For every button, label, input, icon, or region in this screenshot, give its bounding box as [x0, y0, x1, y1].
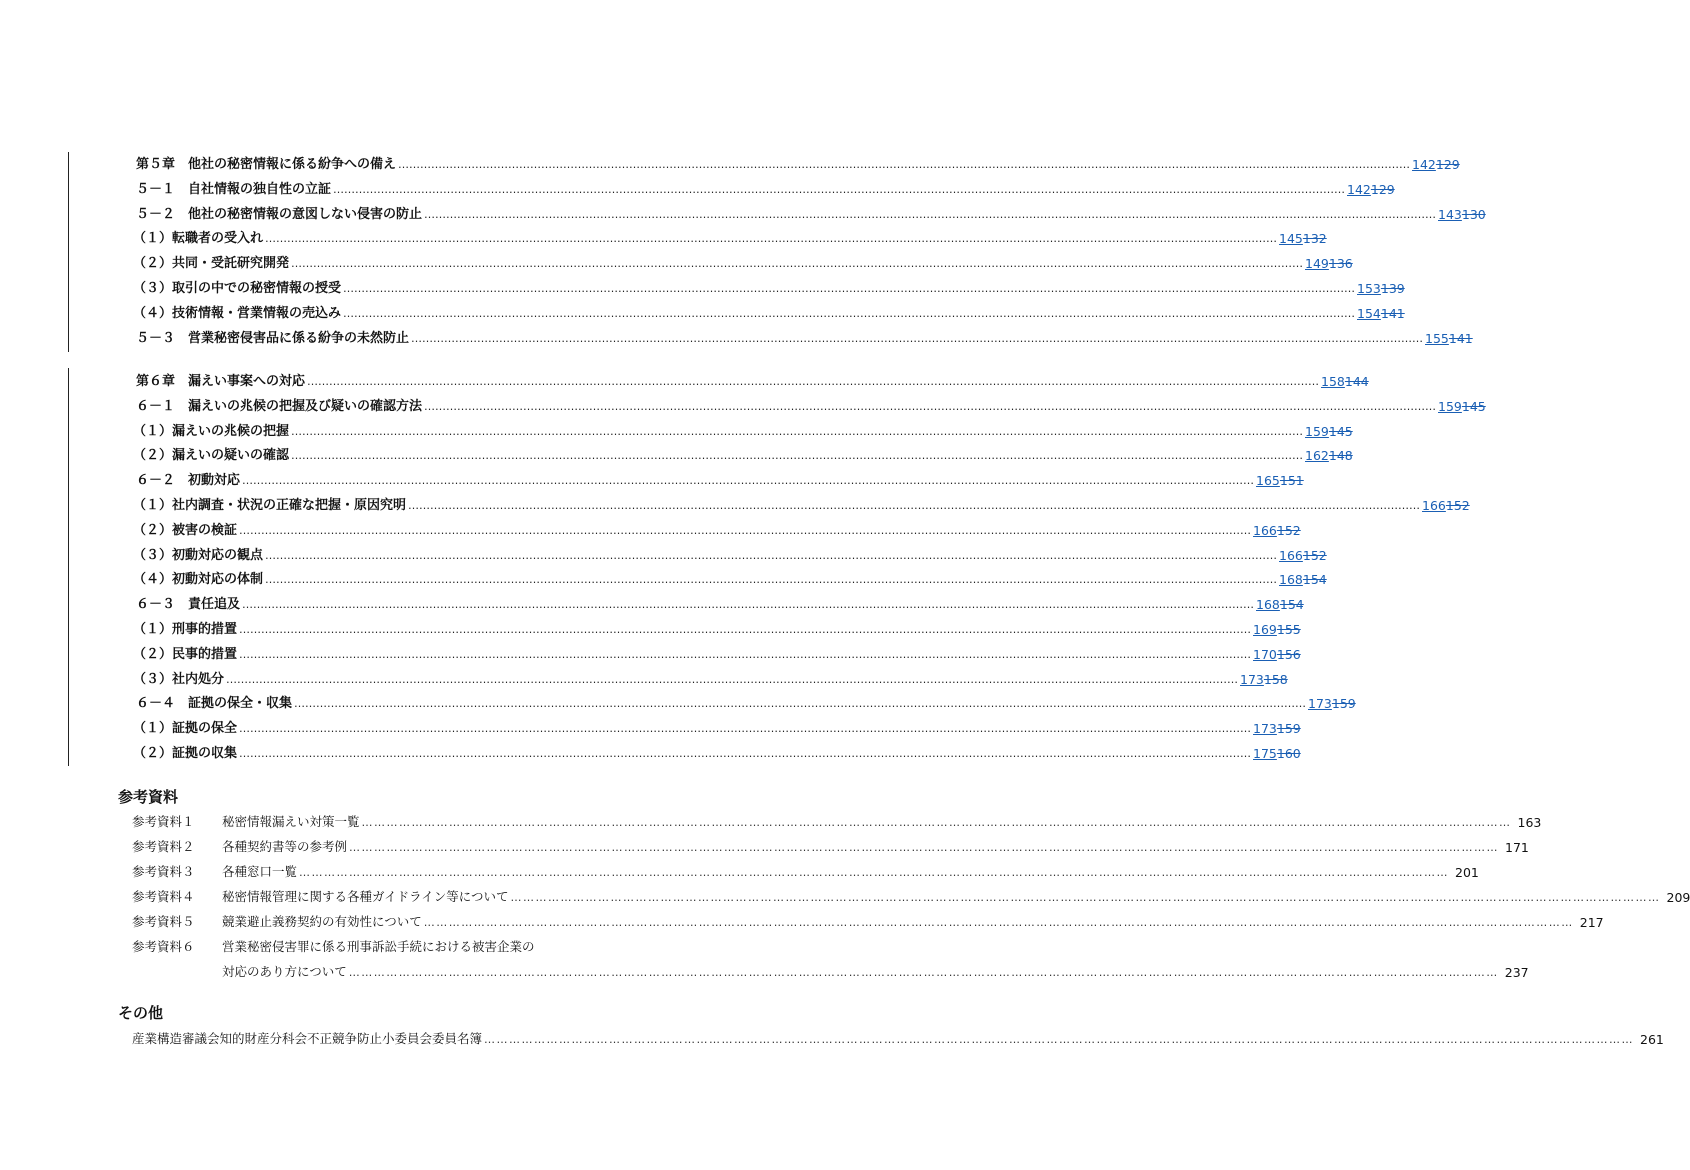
deleted-page-number: 154 [1302, 572, 1327, 588]
page-numbers [1436, 207, 1486, 222]
dot-leader: …………………………………………………………………………………………………………………………………………………………………………………………………………………………………………………… [265, 573, 1278, 587]
revised-page-number[interactable]: 153 [1357, 281, 1381, 296]
revised-page-number[interactable]: 166 [1422, 498, 1446, 513]
deleted-page-number: 159 [1331, 696, 1356, 712]
toc-entry[interactable] [133, 301, 1405, 321]
toc-entry[interactable] [133, 276, 1405, 296]
reference-page: 163 [1517, 815, 1542, 830]
revised-page-number[interactable]: 155 [1425, 330, 1449, 346]
dot-leader: …………………………………………………………………………………………………………………………………………………………………………………………………………………………………………………… [343, 282, 1356, 295]
page-numbers [1254, 473, 1304, 488]
dot-leader: …………………………………………………………………………………………………………………………………………………………………………………………………………………………………………………… [424, 207, 1437, 221]
toc-entry-title: ６－３ 責任追及 [136, 597, 241, 613]
deleted-page-number: 136 [1328, 256, 1353, 272]
toc-entry-title: （２）漏えいの疑いの確認 [133, 448, 290, 464]
dot-leader: …………………………………………………………………………………………………………………………………………………………………………………………………………………………………………………… [239, 647, 1252, 661]
reference-entry[interactable] [132, 960, 1529, 980]
dot-leader: …………………………………………………………………………………………………………………………………………………………………………………………………………………………………………………… [424, 399, 1437, 413]
toc-entry-title: （１）社内調査・状況の正確な把握・原因究明 [133, 498, 407, 513]
toc-entry-title: （１）転職者の受入れ [133, 231, 264, 247]
deleted-page-number: 129 [1370, 181, 1395, 197]
toc-entry[interactable] [136, 369, 1369, 389]
revision-bar-chapter6 [68, 368, 69, 766]
revised-page-number[interactable]: 170 [1253, 646, 1277, 662]
dot-leader: …………………………………………………………………………………………………………………………………………………………………………………………………………………………………………………… [348, 966, 1499, 979]
revised-page-number[interactable]: 145 [1279, 231, 1303, 247]
toc-entry-title: （４）初動対応の体制 [133, 572, 264, 588]
dot-leader: …………………………………………………………………………………………………………………………………………………………………………………………………………………………………………………… [398, 158, 1411, 171]
reference-entry[interactable] [132, 885, 1690, 905]
revised-page-number[interactable]: 168 [1256, 597, 1280, 613]
revised-page-number[interactable]: 162 [1305, 448, 1329, 464]
page-numbers [1303, 448, 1353, 463]
dot-leader: …………………………………………………………………………………………………………………………………………………………………………………………………………………………………………………… [291, 449, 1304, 463]
reference-entry[interactable] [132, 860, 1479, 880]
toc-entry-title: （２）民事的措置 [133, 646, 238, 662]
deleted-page-number: 145 [1328, 423, 1353, 439]
toc-entry-title: ５－１ 自社情報の独自性の立証 [136, 181, 332, 197]
reference-title: 秘密情報漏えい対策一覧 [222, 814, 360, 829]
reference-page: 171 [1505, 840, 1529, 855]
dot-leader: …………………………………………………………………………………………………………………………………………………………………………………………………………………………………………………… [291, 257, 1304, 271]
page-numbers [1355, 306, 1405, 321]
revised-page-number[interactable]: 142 [1347, 181, 1371, 197]
reference-title: 各種契約書等の参考例 [222, 839, 348, 854]
dot-leader: …………………………………………………………………………………………………………………………………………………………………………………………………………………………………………………… [333, 182, 1346, 196]
reference-entry[interactable] [132, 935, 702, 955]
revised-page-number[interactable]: 154 [1357, 305, 1381, 321]
dot-leader: …………………………………………………………………………………………………………………………………………………………………………………………………………………………………………………… [226, 672, 1239, 686]
toc-entry-title: ６－４ 証拠の保全・収集 [136, 696, 293, 712]
revised-page-number[interactable]: 166 [1253, 522, 1277, 538]
toc-entry[interactable] [136, 691, 1356, 712]
other-heading: その他 [118, 1004, 164, 1022]
toc-entry-title: ５－３ 営業秘密侵害品に係る紛争の未然防止 [136, 330, 410, 346]
dot-leader: …………………………………………………………………………………………………………………………………………………………………………………………………………………………………………………… [307, 375, 1320, 388]
toc-entry[interactable] [136, 177, 1395, 197]
deleted-page-number: 152 [1276, 522, 1301, 538]
page-numbers [1254, 597, 1304, 612]
revised-page-number[interactable]: 169 [1253, 622, 1277, 637]
revised-page-number[interactable]: 159 [1438, 398, 1462, 414]
reference-title: 営業秘密侵害罪に係る刑事訴訟手続における被害企業の [222, 939, 535, 954]
toc-entry[interactable] [136, 202, 1486, 222]
dot-leader: …………………………………………………………………………………………………………………………………………………………………………………………………………………………………………………… [343, 306, 1356, 320]
reference-entry[interactable] [132, 910, 1604, 930]
page-numbers [1251, 523, 1301, 538]
revised-page-number[interactable]: 173 [1308, 696, 1332, 712]
deleted-page-number: 154 [1279, 597, 1304, 613]
deleted-page-number: 158 [1263, 671, 1288, 687]
toc-entry-title: ５－２ 他社の秘密情報の意図しない侵害の防止 [136, 206, 423, 222]
page-numbers [1277, 572, 1327, 587]
toc-entry-title: （４）技術情報・営業情報の売込み [133, 305, 342, 321]
reference-number: 参考資料２ [132, 839, 195, 854]
toc-entry-title: （２）共同・受託研究開発 [133, 256, 290, 272]
revised-page-number[interactable]: 175 [1253, 746, 1277, 761]
revised-page-number[interactable]: 159 [1305, 423, 1329, 439]
reference-title: 対応のあり方について [222, 964, 347, 979]
reference-title: 競業避止義務契約の有効性について [222, 914, 422, 929]
deleted-page-number: 155 [1276, 622, 1301, 637]
reference-number: 参考資料３ [132, 864, 195, 879]
toc-entry[interactable] [133, 493, 1470, 513]
reference-number: 参考資料６ [132, 939, 195, 954]
page-numbers [1436, 399, 1486, 414]
toc-entry[interactable] [133, 443, 1353, 464]
toc-entry[interactable] [136, 468, 1304, 489]
reference-entry[interactable] [132, 835, 1529, 855]
dot-leader: …………………………………………………………………………………………………………………………………………………………………………………………………………………………………………………… [265, 548, 1278, 562]
page-numbers [1355, 281, 1405, 296]
deleted-page-number: 144 [1344, 374, 1369, 389]
toc-entry[interactable] [133, 716, 1301, 737]
deleted-page-number: 145 [1461, 398, 1486, 414]
revised-page-number[interactable]: 166 [1279, 547, 1303, 563]
page-numbers [1303, 424, 1353, 439]
deleted-page-number: 129 [1435, 157, 1460, 172]
other-page: 261 [1640, 1032, 1664, 1047]
reference-number: 参考資料５ [132, 914, 195, 929]
revised-page-number[interactable]: 142 [1412, 157, 1436, 172]
deleted-page-number: 141 [1448, 330, 1473, 346]
page-numbers [1251, 721, 1301, 736]
deleted-page-number: 152 [1445, 498, 1470, 513]
toc-entry-title: ６－２ 初動対応 [136, 473, 241, 489]
toc-entry-title: 第６章 漏えい事案への対応 [136, 374, 306, 389]
page-numbers [1319, 374, 1369, 389]
deleted-page-number: 141 [1380, 305, 1405, 321]
other-title: 産業構造審議会知的財産分科会不正競争防止小委員会委員名簿 [132, 1031, 483, 1046]
toc-entry-title: （１）漏えいの兆候の把握 [133, 423, 290, 439]
toc-entry-title: （１）証拠の保全 [133, 721, 238, 737]
dot-leader: …………………………………………………………………………………………………………………………………………………………………………………………………………………………………………………… [242, 474, 1255, 488]
toc-entry[interactable] [136, 592, 1304, 613]
page-numbers [1251, 622, 1301, 637]
deleted-page-number: 132 [1302, 231, 1327, 247]
dot-leader: …………………………………………………………………………………………………………………………………………………………………………………………………………………………………………………… [299, 866, 1450, 879]
page-numbers [1277, 231, 1327, 246]
toc-entry[interactable] [133, 567, 1327, 588]
dot-leader: …………………………………………………………………………………………………………………………………………………………………………………………………………………………………………………… [411, 331, 1424, 345]
page-numbers [1345, 182, 1395, 197]
reference-page: 237 [1504, 965, 1529, 980]
dot-leader: …………………………………………………………………………………………………………………………………………………………………………………………………………………………………………………… [239, 623, 1252, 636]
deleted-page-number: 151 [1279, 473, 1304, 489]
reference-title: 秘密情報管理に関する各種ガイドライン等について [222, 889, 509, 904]
toc-entry[interactable] [136, 152, 1460, 172]
reference-page: 217 [1579, 915, 1604, 930]
page-numbers [1251, 746, 1301, 761]
revised-page-number[interactable]: 165 [1256, 473, 1280, 489]
toc-entry-title: （３）社内処分 [133, 671, 225, 687]
revised-page-number[interactable]: 173 [1240, 671, 1264, 687]
deleted-page-number: 156 [1276, 646, 1301, 662]
dot-leader: …………………………………………………………………………………………………………………………………………………………………………………………………………………………………………………… [408, 499, 1421, 512]
revised-page-number[interactable]: 168 [1279, 572, 1303, 588]
toc-entry-title: ６－１ 漏えいの兆候の把握及び疑いの確認方法 [136, 398, 423, 414]
toc-entry[interactable] [133, 543, 1327, 563]
dot-leader: …………………………………………………………………………………………………………………………………………………………………………………………………………………………………………………… [349, 841, 1500, 854]
reference-number: 参考資料１ [132, 814, 195, 829]
toc-entry-title: （３）初動対応の観点 [133, 547, 264, 563]
toc-entry[interactable] [133, 642, 1301, 662]
toc-entry[interactable] [136, 394, 1486, 414]
toc-entry[interactable] [136, 326, 1473, 346]
deleted-page-number: 152 [1302, 547, 1327, 563]
reference-title: 各種窓口一覧 [222, 864, 298, 879]
toc-entry-title: （２）証拠の収集 [133, 746, 238, 761]
references-heading: 参考資料 [118, 788, 179, 806]
toc-entry[interactable] [133, 251, 1353, 272]
page-numbers [1306, 696, 1356, 711]
revised-page-number[interactable]: 149 [1305, 256, 1329, 272]
revised-page-number[interactable]: 173 [1253, 721, 1277, 737]
deleted-page-number: 159 [1276, 721, 1301, 737]
reference-page: 209 [1666, 890, 1690, 905]
toc-entry-title: 第５章 他社の秘密情報に係る紛争への備え [136, 157, 397, 172]
dot-leader: …………………………………………………………………………………………………………………………………………………………………………………………………………………………………………………… [291, 424, 1304, 438]
revision-bar-chapter5 [68, 152, 69, 352]
page-numbers [1410, 157, 1460, 172]
toc-entry[interactable] [133, 419, 1353, 439]
dot-leader: …………………………………………………………………………………………………………………………………………………………………………………………………………………………………………………… [423, 916, 1574, 929]
toc-entry[interactable] [133, 226, 1327, 247]
page-numbers [1277, 548, 1327, 563]
deleted-page-number: 139 [1380, 281, 1405, 296]
other-entry[interactable] [132, 1027, 1664, 1047]
page-numbers [1423, 331, 1473, 346]
toc-entry[interactable] [133, 741, 1301, 761]
deleted-page-number: 160 [1276, 746, 1301, 761]
toc-entry-title: （２）被害の検証 [133, 522, 238, 538]
toc-entry[interactable] [133, 617, 1301, 637]
dot-leader: …………………………………………………………………………………………………………………………………………………………………………………………………………………………………………………… [265, 232, 1278, 246]
toc-entry-title: （１）刑事的措置 [133, 622, 238, 637]
page-numbers [1420, 498, 1470, 513]
toc-entry[interactable] [133, 667, 1288, 687]
dot-leader: …………………………………………………………………………………………………………………………………………………………………………………………………………………………………………………… [239, 523, 1252, 537]
reference-number: 参考資料４ [132, 889, 195, 904]
dot-leader: …………………………………………………………………………………………………………………………………………………………………………………………………………………………………………………… [361, 816, 1512, 829]
dot-leader: …………………………………………………………………………………………………………………………………………………………………………………………………………………………………………………… [242, 598, 1255, 612]
revised-page-number[interactable]: 143 [1438, 206, 1462, 222]
dot-leader: …………………………………………………………………………………………………………………………………………………………………………………………………………………………………………………… [239, 722, 1252, 736]
reference-page: 201 [1455, 865, 1479, 880]
dot-leader: …………………………………………………………………………………………………………………………………………………………………………………………………………………………………………………… [239, 747, 1252, 760]
dot-leader: …………………………………………………………………………………………………………………………………………………………………………………………………………………………………………………… [294, 697, 1307, 711]
page-numbers [1238, 672, 1288, 687]
page-numbers [1303, 256, 1353, 271]
toc-entry-title: （３）取引の中での秘密情報の授受 [133, 281, 342, 296]
revised-page-number[interactable]: 158 [1321, 374, 1345, 389]
deleted-page-number: 130 [1461, 206, 1486, 222]
toc-entry[interactable] [133, 518, 1301, 538]
page-numbers [1251, 647, 1301, 662]
dot-leader: …………………………………………………………………………………………………………………………………………………………………………………………………………………………………………………… [510, 891, 1661, 904]
deleted-page-number: 148 [1328, 448, 1353, 464]
dot-leader: …………………………………………………………………………………………………………………………………………………………………………………………………………………………………………………… [484, 1033, 1635, 1046]
reference-entry[interactable] [132, 810, 1542, 830]
